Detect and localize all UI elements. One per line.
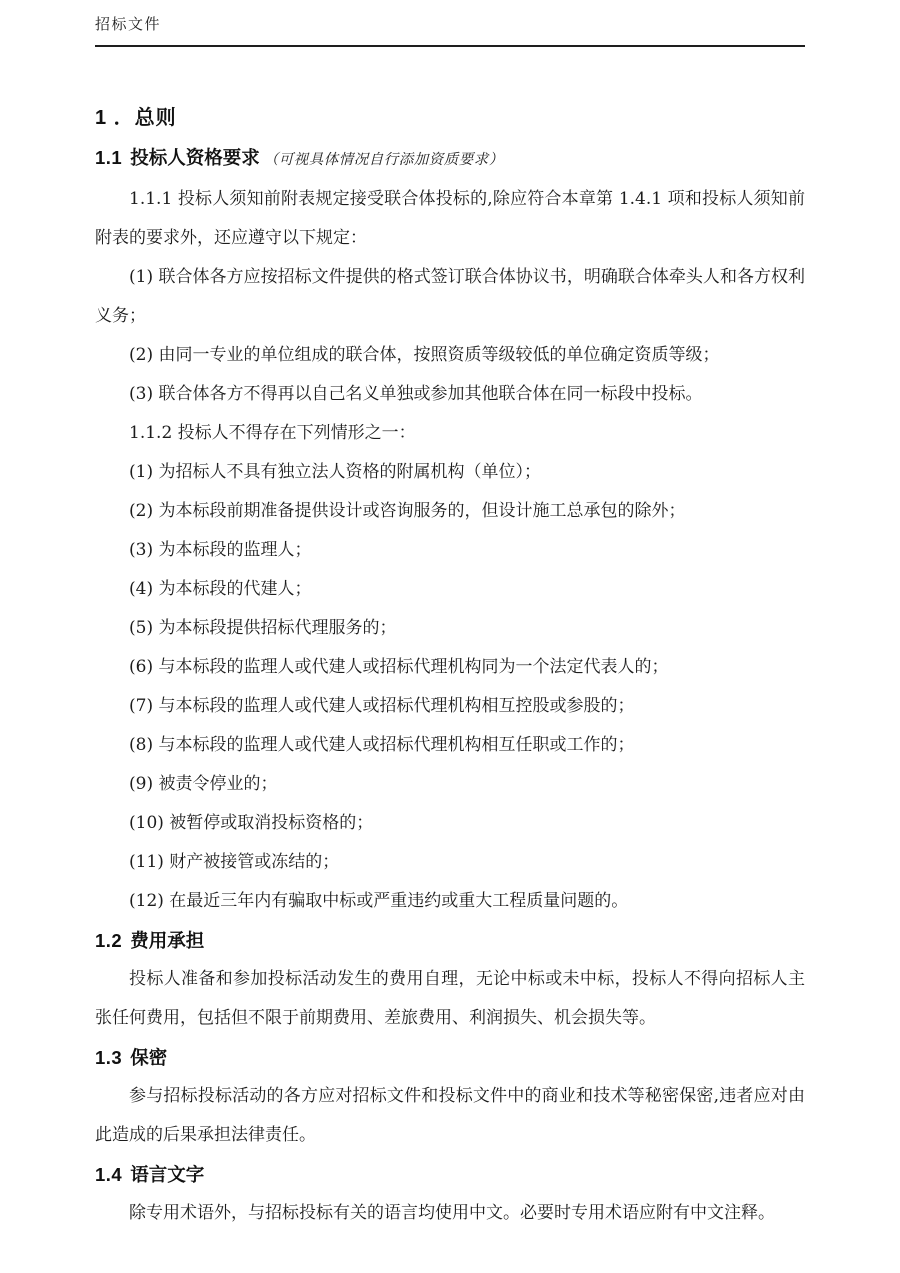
section-number: 1.2 — [95, 930, 123, 951]
paragraph: (4) 为本标段的代建人； — [129, 579, 312, 599]
section-confidentiality — [95, 1038, 805, 1155]
section-body — [95, 1077, 805, 1155]
header-doc-title: 招标文件 — [95, 15, 162, 33]
paragraph: 1.1.1 投标人须知前附表规定接受联合体投标的,除应符合本章第 1.4.1 项和投标人须知前附表的要求外，还应遵守以下规定： — [95, 189, 805, 248]
section-heading-1-3 — [95, 1038, 805, 1077]
section-heading-1-4 — [95, 1155, 805, 1194]
paragraph: (11) 财产被接管或冻结的； — [129, 852, 340, 872]
paragraph: (9) 被责令停业的； — [129, 774, 278, 794]
section-qualification — [95, 138, 805, 921]
paragraph: (3) 联合体各方不得再以自己名义单独或参加其他联合体在同一标段中投标。 — [129, 384, 703, 404]
section-heading-1-1 — [95, 138, 805, 180]
paragraph: (2) 由同一专业的单位组成的联合体，按照资质等级较低的单位确定资质等级； — [129, 345, 720, 365]
section-heading-1-2 — [95, 921, 805, 960]
section-title: 语言文字 — [130, 1164, 205, 1185]
section-title: 保密 — [130, 1047, 168, 1068]
paragraph: (3) 为本标段的监理人； — [129, 540, 312, 560]
section-heading-note: （可视具体情况自行添加资质要求） — [263, 152, 504, 168]
chapter-title: 1 ．总则 — [95, 107, 177, 129]
paragraph: (5) 为本标段提供招标代理服务的； — [129, 618, 397, 638]
paragraph: 投标人准备和参加投标活动发生的费用自理，无论中标或未中标，投标人不得向招标人主张任何费用，包括但不限于前期费用、差旅费用、利润损失、机会损失等。 — [95, 969, 805, 1028]
section-number: 1.4 — [95, 1164, 123, 1185]
section-number: 1.3 — [95, 1047, 123, 1068]
paragraph: 除专用术语外，与招标投标有关的语言均使用中文。必要时专用术语应附有中文注释。 — [129, 1203, 775, 1223]
paragraph: (6) 与本标段的监理人或代建人或招标代理机构同为一个法定代表人的； — [129, 657, 669, 677]
section-title: 费用承担 — [130, 930, 205, 951]
paragraph: (1) 为招标人不具有独立法人资格的附属机构（单位）； — [129, 462, 541, 482]
header-rule — [95, 45, 805, 47]
paragraph: (7) 与本标段的监理人或代建人或招标代理机构相互控股或参股的； — [129, 696, 635, 716]
page-header — [95, 12, 805, 36]
section-language — [95, 1155, 805, 1233]
section-cost-bearing — [95, 921, 805, 1038]
paragraph: (10) 被暂停或取消投标资格的； — [129, 813, 374, 833]
paragraph: (1) 联合体各方应按招标文件提供的格式签订联合体协议书，明确联合体牵头人和各方权利义务； — [95, 267, 805, 326]
section-body — [95, 180, 805, 921]
paragraph: (2) 为本标段前期准备提供设计或咨询服务的，但设计施工总承包的除外； — [129, 501, 686, 521]
paragraph: (8) 与本标段的监理人或代建人或招标代理机构相互任职或工作的； — [129, 735, 635, 755]
section-body — [95, 960, 805, 1038]
section-number: 1.1 — [95, 147, 123, 168]
section-body — [95, 1194, 805, 1233]
section-title: 投标人资格要求 — [130, 147, 260, 168]
paragraph: 参与招标投标活动的各方应对招标文件和投标文件中的商业和技术等秘密保密,违者应对由此造成的后果承担法律责任。 — [95, 1086, 805, 1145]
paragraph: (12) 在最近三年内有骗取中标或严重违约或重大工程质量问题的。 — [129, 891, 629, 911]
paragraph: 1.1.2 投标人不得存在下列情形之一： — [129, 423, 416, 443]
